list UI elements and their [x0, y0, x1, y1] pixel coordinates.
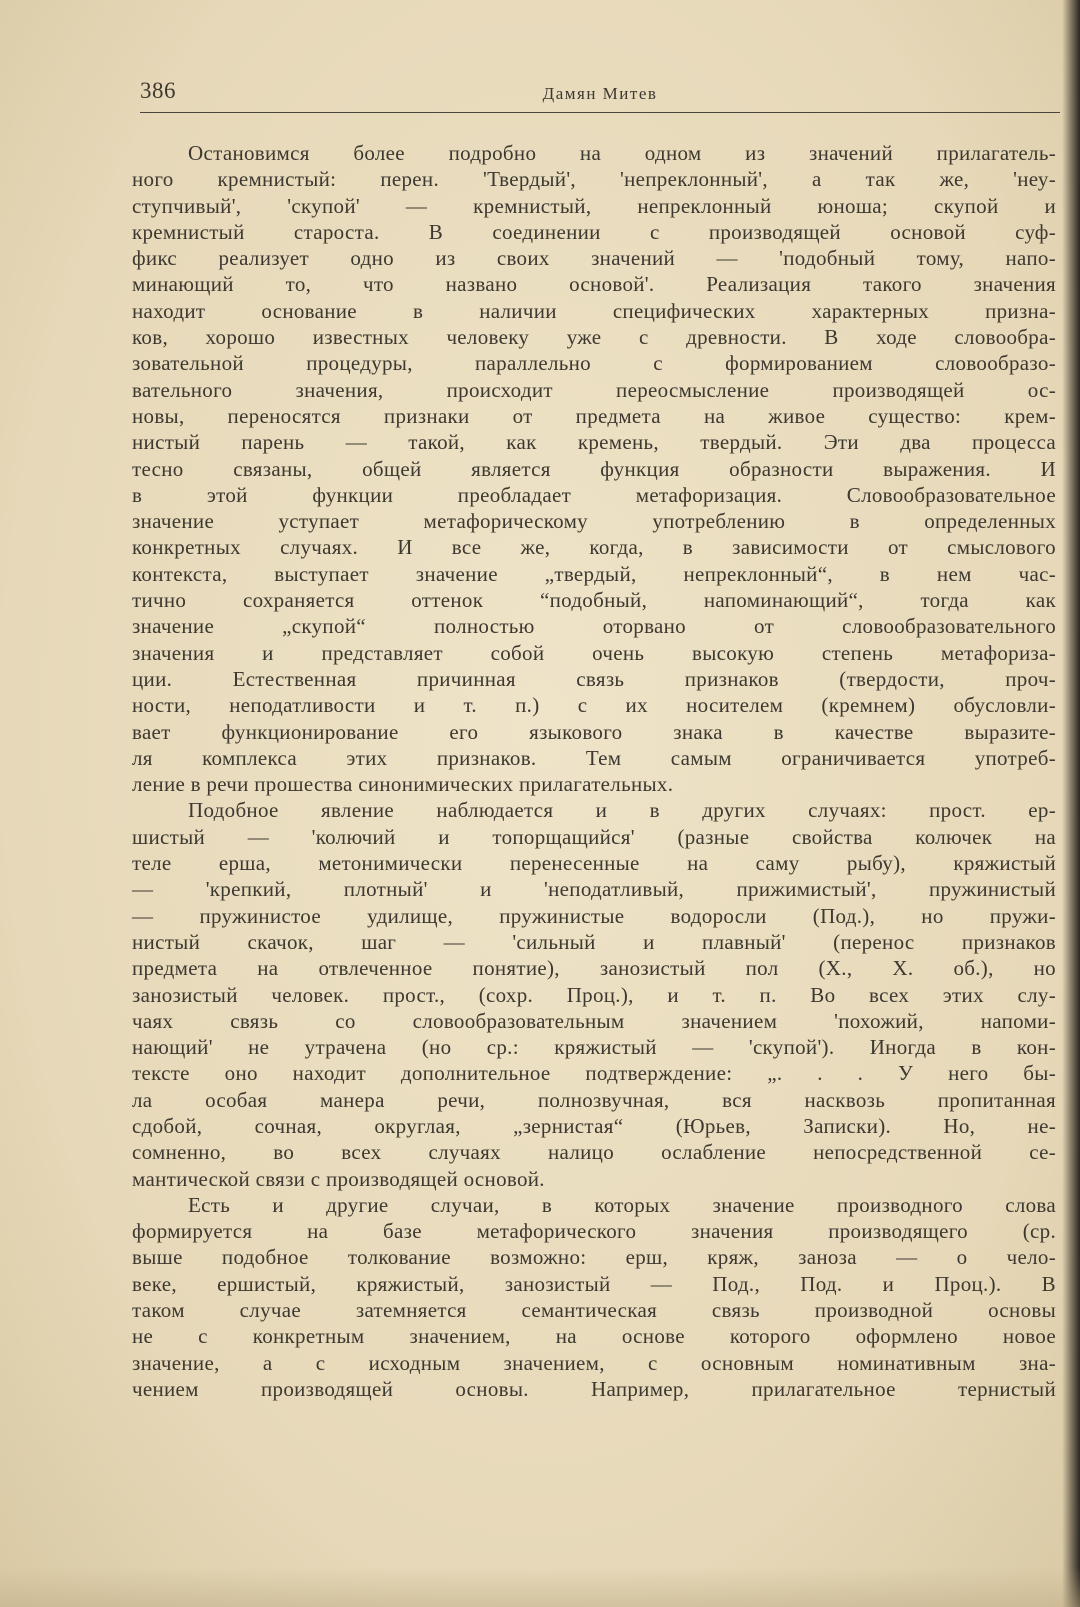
text-line: таком случае затемняется семантическая связь производной основы [132, 1298, 1056, 1323]
page-number: 386 [140, 78, 176, 103]
text-line: сдобой, сочная, округлая, „зернистая“ (Юрьев, Записки). Но, не- [132, 1113, 1056, 1138]
text-line: Есть и другие случаи, в которых значение производного слова [188, 1192, 1056, 1217]
book-binding-edge [1062, 0, 1080, 1607]
text-line: ции. Естественная причинная связь признаков (твердости, проч- [132, 666, 1056, 691]
text-line: Подобное явление наблюдается и в других случаях: прост. ер- [188, 798, 1056, 823]
text-line: нистый парень — такой, как кремень, твердый. Эти два процесса [132, 430, 1056, 455]
text-line: нистый скачок, шаг — 'сильный и плавный' (перенос признаков [132, 929, 1056, 954]
text-line: ков, хорошо известных человеку уже с древности. В ходе словообра- [132, 325, 1056, 350]
text-line: занозистый человек. прост., (сохр. Проц.), и т. п. Во всех этих слу- [132, 982, 1056, 1007]
text-line: — 'крепкий, плотный' и 'неподатливый, прижимистый', пружинистый [132, 877, 1056, 902]
text-line: нающий' не утрачена (но ср.: кряжистый — 'скупой'). Иногда в кон- [132, 1035, 1056, 1060]
text-line: тексте оно находит дополнительное подтверждение: „. . . У него бы- [132, 1061, 1056, 1086]
text-line: сомненно, во всех случаях налицо ослабление непосредственной се- [132, 1140, 1056, 1165]
text-line: ла особая манера речи, полнозвучная, вся насквозь пропитанная [132, 1087, 1056, 1112]
text-line: ного кремнистый: перен. 'Твердый', 'непреклонный', а так же, 'неу- [132, 167, 1056, 192]
text-line: формируется на базе метафорического значения производящего (ср. [132, 1219, 1056, 1244]
text-line: значения и представляет собой очень высокую степень метафориза- [132, 640, 1056, 665]
text-line: кремнистый староста. В соединении с производящей основой суф- [132, 219, 1056, 244]
text-line: — пружинистое удилище, пружинистые водоросли (Под.), но пружи- [132, 903, 1056, 928]
text-line: теле ерша, метонимически перенесенные на саму рыбу), кряжистый [132, 851, 1056, 876]
text-line: мантической связи с производящей основой. [132, 1166, 545, 1191]
text-line: вает функционирование его языкового знака в качестве выразите- [132, 719, 1056, 744]
text-line: контекста, выступает значение „твердый, непреклонный“, в нем час- [132, 561, 1056, 586]
text-line: находит основание в наличии специфических характерных призна- [132, 298, 1056, 323]
text-line: в этой функции преобладает метафоризация. Словообразовательное [132, 482, 1056, 507]
text-line: чаях связь со словообразовательным значением 'похожий, напоми- [132, 1008, 1056, 1033]
text-line: зовательной процедуры, параллельно с формированием словообразо- [132, 351, 1056, 376]
text-line: выше подобное толкование возможно: ерш, кряж, заноза — о чело- [132, 1245, 1056, 1270]
text-line: ности, неподатливости и т. п.) с их носителем (кремнем) обусловли- [132, 693, 1056, 718]
running-title: Дамян Митев [542, 84, 658, 103]
text-line: не с конкретным значением, на основе которого оформлено новое [132, 1324, 1056, 1349]
text-line: новы, переносятся признаки от предмета на живое существо: крем- [132, 403, 1056, 428]
text-line: вательного значения, происходит переосмысление производящей ос- [132, 377, 1056, 402]
text-line: значение уступает метафорическому употреблению в определенных [132, 509, 1056, 534]
text-line: ступчивый', 'скупой' — кремнистый, непреклонный юноша; скупой и [132, 193, 1056, 218]
text-line: значение, а с исходным значением, с основным номинативным зна- [132, 1350, 1056, 1375]
text-line: ля комплекса этих признаков. Тем самым ограничивается употреб- [132, 745, 1056, 770]
text-line: веке, ершистый, кряжистый, занозистый — Под., Под. и Проц.). В [132, 1271, 1056, 1296]
header-rule [140, 112, 1060, 113]
text-line: предмета на отвлеченное понятие), занозистый пол (Х., Х. об.), но [132, 956, 1056, 981]
text-line: тично сохраняется оттенок “подобный, напоминающий“, тогда как [132, 588, 1056, 613]
text-line: фикс реализует одно из своих значений — 'подобный тому, напо- [132, 246, 1056, 271]
text-line: минающий то, что названо основой'. Реализация такого значения [132, 272, 1056, 297]
text-line: значение „скупой“ полностью оторвано от словообразовательного [132, 614, 1056, 639]
text-line: конкретных случаях. И все же, когда, в зависимости от смыслового [132, 535, 1056, 560]
text-line: Остановимся более подробно на одном из значений прилагатель- [188, 141, 1056, 165]
page-header [140, 78, 1060, 112]
text-line: ление в речи прошества синонимических прилагательных. [132, 772, 674, 797]
text-body [132, 140, 1056, 1402]
text-line: шистый — 'колючий и топорщащийся' (разные свойства колючек на [132, 824, 1056, 849]
page-bottom-shadow [0, 1567, 1080, 1607]
text-line: тесно связаны, общей является функция образности выражения. И [132, 456, 1056, 481]
text-line: чением производящей основы. Например, прилагательное тернистый [132, 1376, 1056, 1401]
